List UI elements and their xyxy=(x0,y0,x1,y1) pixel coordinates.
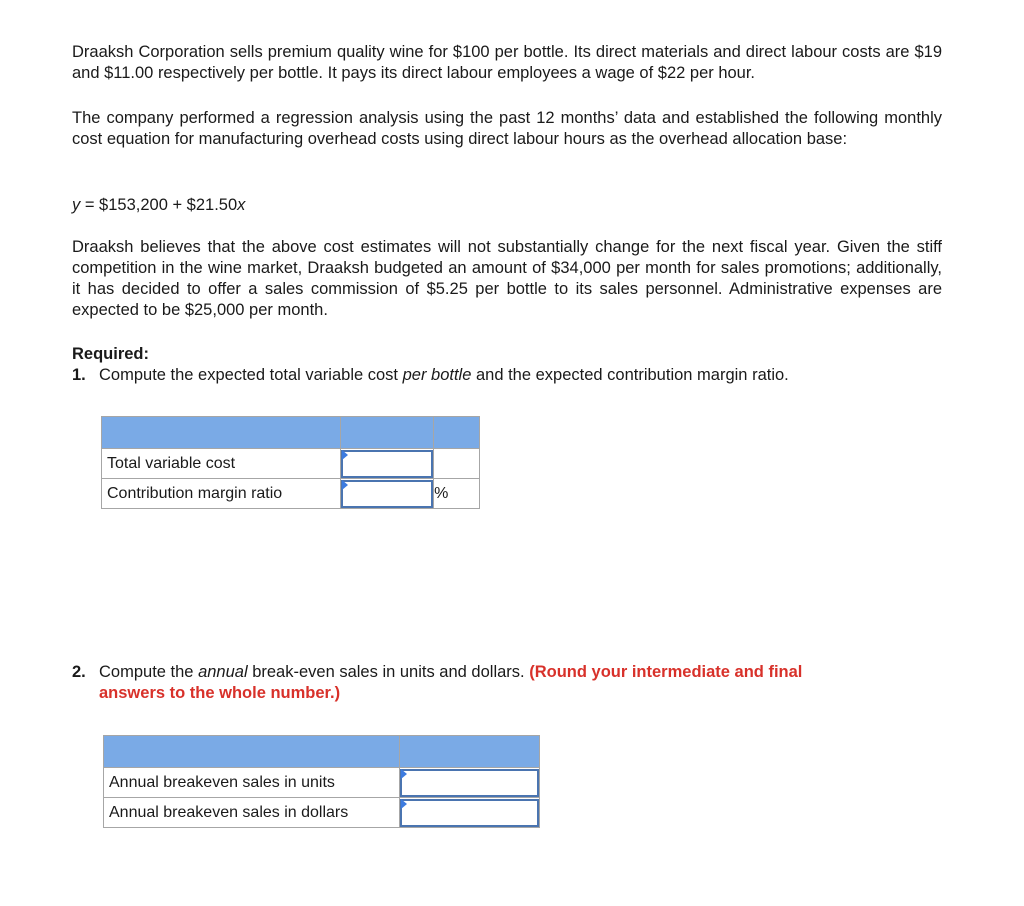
total-variable-cost-label: Total variable cost xyxy=(102,449,341,479)
input-flag-icon xyxy=(342,450,348,460)
annual-breakeven-units-label: Annual breakeven sales in units xyxy=(104,768,400,798)
contribution-margin-ratio-label: Contribution margin ratio xyxy=(102,479,341,509)
table-header-row xyxy=(102,417,480,449)
table-row xyxy=(104,798,540,828)
input-flag-icon xyxy=(401,799,407,809)
question-2-answer-table xyxy=(103,735,540,828)
question-1-text-italic: per bottle xyxy=(402,366,472,384)
header-cell xyxy=(104,736,400,768)
rounding-instruction-line-2: answers to the whole number.) xyxy=(99,684,341,702)
total-variable-cost-input[interactable] xyxy=(341,450,434,478)
question-2-number: 2. xyxy=(72,663,86,681)
question-2 xyxy=(72,662,932,704)
table-row xyxy=(102,479,480,509)
question-2-text-before: Compute the xyxy=(99,663,199,681)
contribution-margin-ratio-cell xyxy=(340,479,434,509)
cost-equation xyxy=(72,195,245,216)
question-1-text-after: and the expected contribution margin ratio. xyxy=(471,366,789,384)
question-1-answer-table xyxy=(101,416,480,509)
header-cell xyxy=(399,736,539,768)
intro-paragraph-1: Draaksh Corporation sells premium quality wine for $100 per bottle. Its direct materials and direct labour costs are $19 and $11.00 respectively per bottle. It pays its direct labour employees a wage of $22 per hour. xyxy=(72,43,942,82)
table-header-row xyxy=(104,736,540,768)
equation-x-variable: x xyxy=(237,196,246,214)
required-heading: Required: xyxy=(72,345,150,363)
question-2-text-after: break-even sales in units and dollars. xyxy=(247,663,530,681)
input-flag-icon xyxy=(401,769,407,779)
percent-unit-label: % xyxy=(434,479,480,509)
question-1-number: 1. xyxy=(72,366,86,384)
question-1 xyxy=(72,365,932,386)
equation-y-variable: y xyxy=(72,196,81,214)
annual-breakeven-units-input[interactable] xyxy=(400,769,539,797)
rounding-instruction-line-1: (Round your intermediate and final xyxy=(529,663,803,681)
question-1-text-before: Compute the expected total variable cost xyxy=(99,366,403,384)
input-flag-icon xyxy=(342,480,348,490)
annual-breakeven-dollars-cell xyxy=(399,798,539,828)
annual-breakeven-dollars-label: Annual breakeven sales in dollars xyxy=(104,798,400,828)
annual-breakeven-dollars-input[interactable] xyxy=(400,799,539,827)
total-variable-cost-unit xyxy=(434,449,480,479)
annual-breakeven-units-cell xyxy=(399,768,539,798)
intro-paragraph-2: The company performed a regression analysis using the past 12 months’ data and established the following monthly cost equation for manufacturing overhead costs using direct labour hours as the overhead allocation base: xyxy=(72,109,942,148)
contribution-margin-ratio-input[interactable] xyxy=(341,480,434,508)
equation-rhs: = $153,200 + $21.50 xyxy=(80,196,238,214)
question-2-text-italic: annual xyxy=(198,663,248,681)
question-2-line-1 xyxy=(72,662,932,683)
header-cell xyxy=(340,417,434,449)
header-cell xyxy=(434,417,480,449)
header-cell xyxy=(102,417,341,449)
table-row xyxy=(102,449,480,479)
intro-paragraph-3: Draaksh believes that the above cost estimates will not substantially change for the next fiscal year. Given the stiff competition in the wine market, Draaksh budgeted an amount of $34,000 per month for sales promotions; additionally, it has decided to offer a sales commission of $5.25 per bottle to its sales personnel. Administrative expenses are expected to be $25,000 per month. xyxy=(72,238,942,319)
total-variable-cost-cell xyxy=(340,449,434,479)
table-row xyxy=(104,768,540,798)
